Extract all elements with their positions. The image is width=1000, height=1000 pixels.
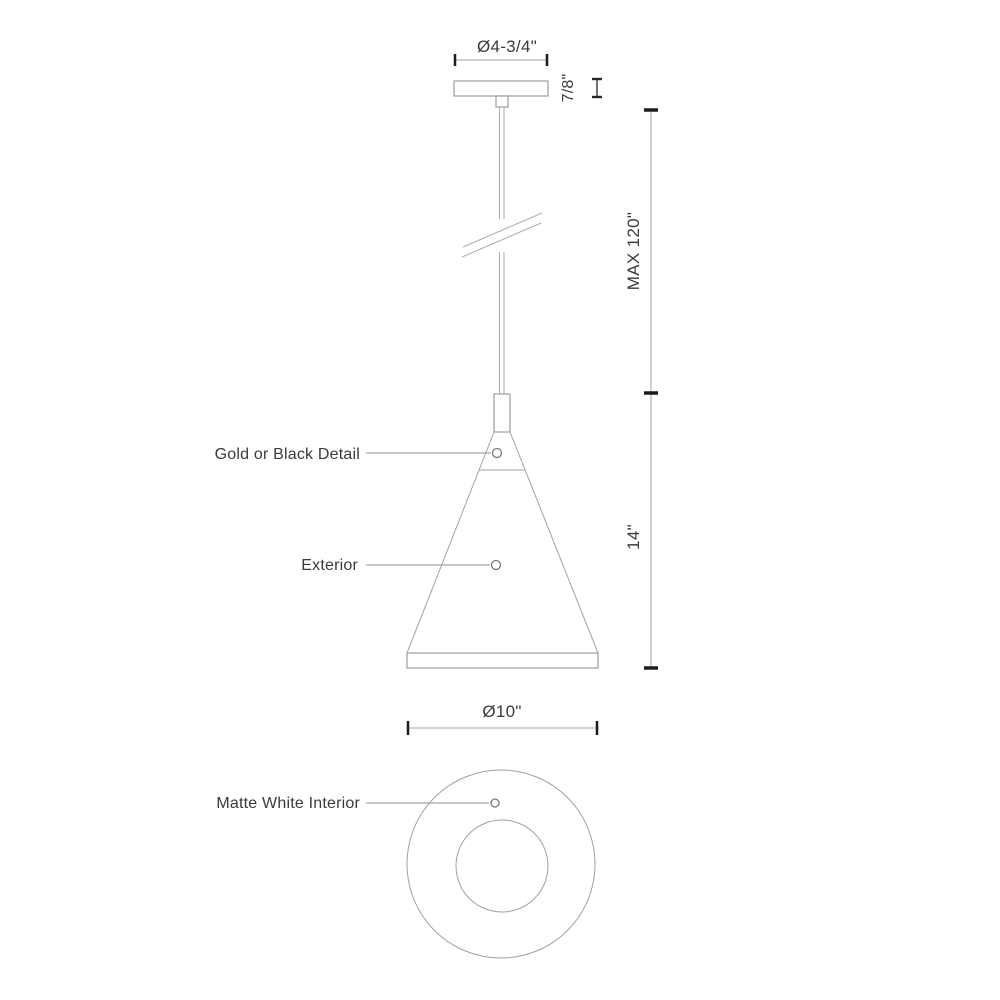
canopy-diameter-dimension [455, 37, 547, 66]
callout-exterior [301, 557, 500, 574]
bottom-view-inner-circle [456, 820, 548, 912]
exterior-leader-dot [492, 561, 501, 570]
canopy-stem [496, 96, 508, 107]
callout-detail [215, 446, 502, 463]
shade [407, 394, 598, 668]
shade-diameter-dimension [408, 702, 597, 735]
interior-callout-label: Matte White Interior [216, 795, 360, 812]
shade-height-label: 14" [624, 524, 643, 550]
break-line-lower [462, 223, 541, 257]
break-line-upper [463, 213, 542, 247]
canopy-height-label: 7/8" [560, 73, 577, 103]
canopy [454, 81, 548, 107]
cone-right-edge [510, 432, 598, 653]
interior-leader-dot [491, 799, 499, 807]
cone-left-edge [407, 432, 494, 653]
shade-bottom-rim [407, 653, 598, 668]
bottom-view [407, 770, 595, 958]
detail-callout-label: Gold or Black Detail [214, 446, 360, 463]
canopy-height-dimension [560, 74, 602, 103]
vertical-dimensions [624, 110, 658, 668]
detail-leader-dot [493, 449, 502, 458]
shade-diameter-label: Ø10" [482, 702, 522, 721]
socket-neck [494, 394, 510, 432]
callout-interior [216, 795, 499, 812]
suspension-cord [462, 107, 542, 394]
exterior-callout-label: Exterior [301, 557, 358, 574]
canopy-plate [454, 81, 548, 96]
canopy-diameter-label: Ø4-3/4" [476, 37, 538, 56]
max-height-label: MAX 120" [624, 211, 643, 291]
bottom-view-outer-circle [407, 770, 595, 958]
